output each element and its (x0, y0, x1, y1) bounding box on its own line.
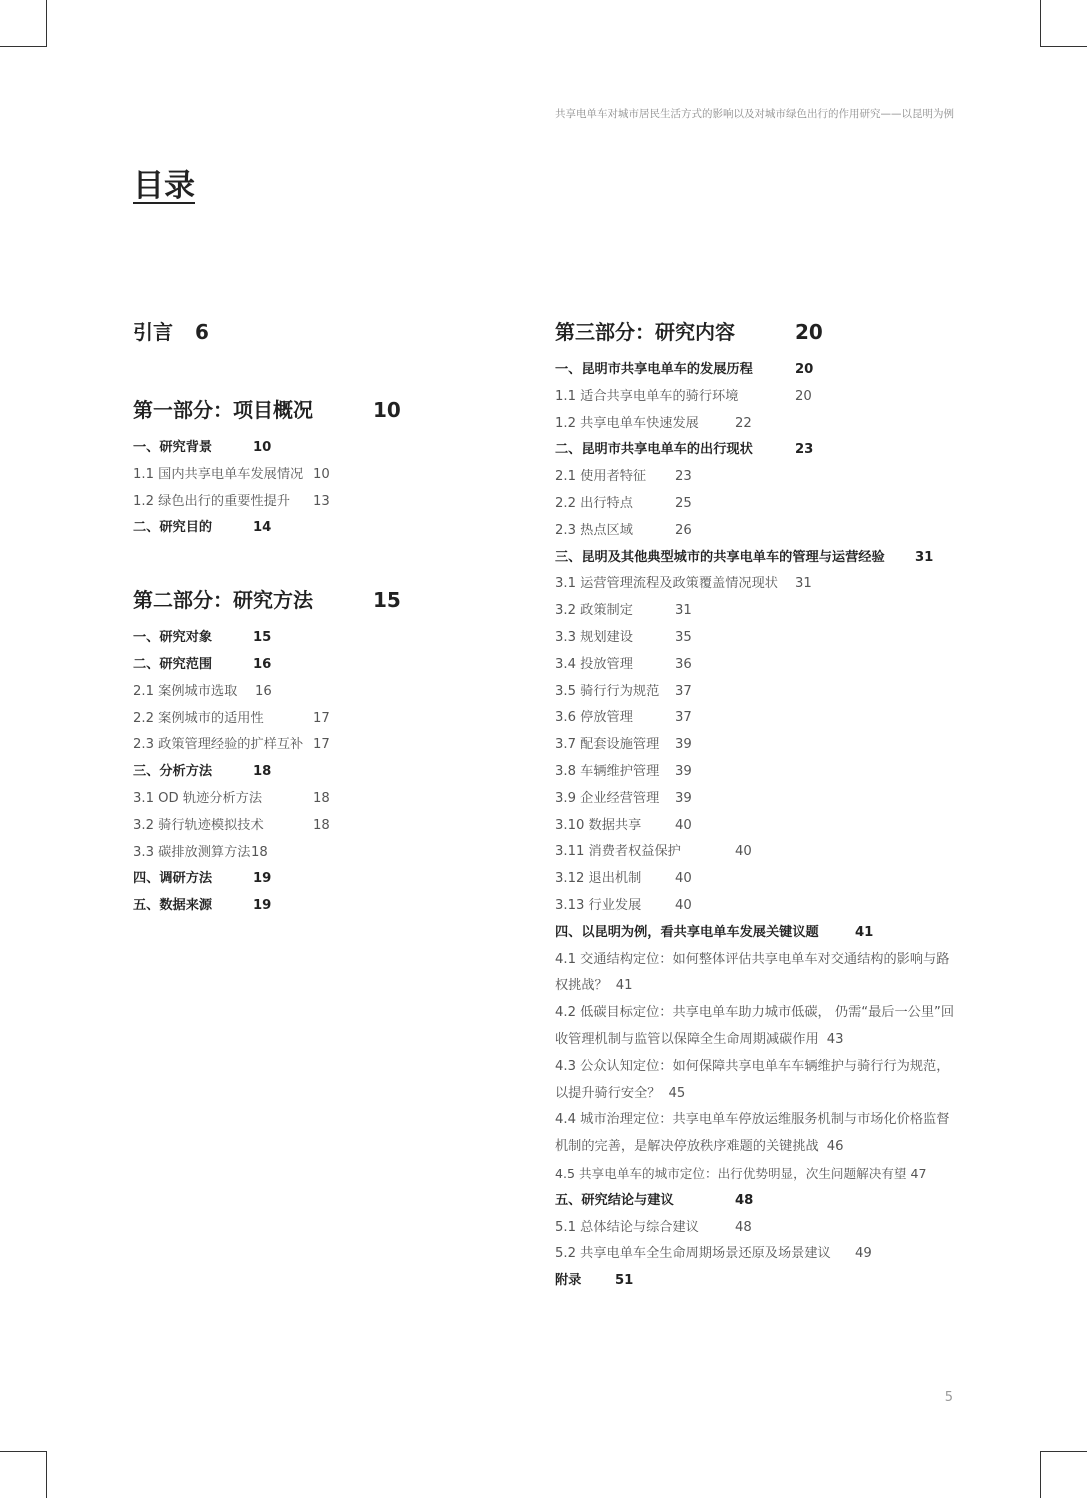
toc-title: 目录 (133, 168, 195, 204)
toc-wrapped-entry[interactable] (555, 1054, 960, 1108)
toc-entry-title: 第三部分：研究内容 (555, 320, 735, 344)
toc-item-entry[interactable] (133, 786, 513, 813)
toc-item-entry[interactable] (555, 1215, 960, 1242)
toc-entry-title: 3.1 运营管理流程及政策覆盖情况现状 (555, 576, 778, 592)
toc-item-entry[interactable] (555, 598, 960, 625)
toc-entry-title: 一、研究对象 (133, 630, 213, 646)
crop-mark (0, 1451, 47, 1452)
toc-item-entry[interactable] (133, 679, 513, 706)
toc-entry-page: 26 (675, 522, 692, 538)
toc-entry-page: 13 (313, 493, 330, 509)
toc-entry-page: 31 (675, 603, 692, 619)
toc-entry-title: 2.1 使用者特征 (555, 469, 647, 485)
toc-entry-page: 18 (313, 817, 330, 833)
toc-section-entry[interactable] (555, 1268, 960, 1295)
toc-entry-page: 15 (253, 630, 272, 646)
toc-entry-page: 18 (253, 764, 272, 780)
toc-section-entry[interactable] (133, 435, 513, 462)
toc-entry-page: 40 (735, 844, 752, 860)
toc-entry-page: 23 (795, 442, 814, 458)
toc-entry-title: 一、研究背景 (133, 440, 213, 455)
toc-entry-page: 49 (855, 1246, 872, 1262)
toc-entry-title: 第二部分：研究方法 (133, 588, 313, 613)
toc-entry-title: 2.3 热点区域 (555, 522, 633, 538)
toc-entry-title: 引言 (133, 320, 173, 344)
toc-part-entry[interactable] (133, 316, 513, 353)
toc-entry-page: 25 (675, 495, 692, 511)
toc-item-entry[interactable] (555, 839, 960, 866)
toc-item-entry[interactable] (555, 759, 960, 786)
toc-entry-page: 40 (675, 817, 692, 833)
toc-entry-title: 3.9 企业经营管理 (555, 790, 660, 806)
toc-entry-title: 3.7 配套设施管理 (555, 737, 660, 753)
toc-part-entry[interactable] (133, 394, 513, 431)
toc-entry-page: 17 (313, 737, 330, 753)
toc-entry-title: 4.2 低碳目标定位：共享电单车助力城市低碳， 仍需“最后一公里”回收管理机制与监管以保障全生命周期减碳作用 (555, 1005, 955, 1047)
toc-wrapped-entry[interactable] (555, 1000, 960, 1054)
crop-mark (1040, 0, 1041, 47)
toc-entry-page: 31 (915, 549, 934, 565)
toc-section-entry[interactable] (555, 437, 960, 464)
toc-entry-title: 第一部分：项目概况 (133, 398, 313, 422)
crop-mark (1040, 46, 1087, 47)
toc-entry-page: 18 (251, 844, 268, 860)
toc-entry-title: 2.1 案例城市选取 (133, 683, 238, 699)
toc-entry-page: 39 (675, 763, 692, 779)
toc-entry-title: 3.2 骑行轨迹模拟技术 (133, 817, 264, 833)
toc-entry-title: 三、昆明及其他典型城市的共享电单车的管理与运营经验 (555, 549, 885, 565)
toc-item-entry[interactable] (555, 866, 960, 893)
toc-entry-title: 5.1 总体结论与综合建议 (555, 1219, 699, 1235)
toc-item-entry[interactable] (555, 1241, 960, 1268)
toc-entry-title: 1.1 国内共享电单车发展情况 (133, 466, 304, 482)
toc-entry-title: 五、研究结论与建议 (555, 1192, 674, 1208)
toc-entry-page: 16 (253, 656, 272, 672)
toc-item-entry[interactable] (555, 679, 960, 706)
toc-entry-title: 5.2 共享电单车全生命周期场景还原及场景建议 (555, 1246, 831, 1262)
toc-item-entry[interactable] (555, 571, 960, 598)
toc-entry-title: 2.3 政策管理经验的扩样互补 (133, 737, 304, 753)
toc-section-entry[interactable] (555, 1188, 960, 1215)
toc-entry-page: 20 (795, 320, 823, 344)
crop-mark (46, 1451, 47, 1498)
toc-right-column (555, 316, 960, 1295)
toc-item-entry[interactable] (555, 518, 960, 545)
toc-item-entry[interactable] (555, 491, 960, 518)
toc-part-entry[interactable] (133, 584, 513, 621)
toc-entry-page: 48 (735, 1219, 752, 1235)
toc-entry-title: 2.2 案例城市的适用性 (133, 710, 264, 726)
toc-section-entry[interactable] (133, 515, 513, 542)
toc-entry-page: 18 (313, 790, 330, 806)
toc-entry-title: 3.12 退出机制 (555, 871, 642, 887)
toc-entry-title: 四、调研方法 (133, 871, 213, 887)
toc-entry-page: 36 (675, 656, 692, 672)
toc-item-entry[interactable] (555, 464, 960, 491)
toc-entry-page: 19 (253, 898, 272, 914)
toc-entry-page: 31 (795, 576, 812, 592)
toc-entry-page: 40 (675, 871, 692, 887)
toc-entry-title: 3.2 政策制定 (555, 603, 633, 619)
toc-section-entry[interactable] (133, 866, 513, 893)
toc-item-entry[interactable] (555, 384, 960, 411)
toc-entry-page: 20 (795, 362, 814, 377)
toc-entry-title: 二、研究范围 (133, 656, 213, 672)
crop-mark (1040, 1451, 1041, 1498)
toc-section-entry[interactable] (555, 920, 960, 947)
toc-wrapped-entry[interactable] (555, 1107, 960, 1161)
toc-item-entry[interactable] (555, 813, 960, 840)
toc-entry-page: 10 (313, 466, 330, 482)
page-number: 5 (944, 1390, 953, 1405)
toc-entry-page: 14 (253, 520, 272, 536)
toc-entry-title: 一、昆明市共享电单车的发展历程 (555, 362, 753, 377)
toc-entry-page: 16 (255, 683, 272, 699)
toc-item-entry[interactable] (555, 732, 960, 759)
toc-entry-title: 3.13 行业发展 (555, 897, 642, 913)
toc-entry-page: 51 (615, 1273, 634, 1289)
toc-item-entry[interactable] (133, 813, 513, 840)
toc-part-entry[interactable] (555, 316, 960, 353)
crop-mark (46, 0, 47, 47)
toc-item-entry[interactable] (555, 652, 960, 679)
toc-entry-page: 43 (826, 1031, 844, 1047)
toc-entry-title: 4.3 公众认知定位：如何保障共享电单车车辆维护与骑行行为规范，以提升骑行安全？ (555, 1058, 950, 1101)
toc-item-entry[interactable] (133, 732, 513, 759)
toc-entry-page: 48 (735, 1192, 754, 1208)
toc-entry-title: 3.3 规划建设 (555, 629, 633, 645)
toc-entry-page: 19 (253, 871, 272, 887)
toc-entry-page: 41 (615, 978, 633, 994)
toc-section-entry[interactable] (133, 893, 513, 920)
toc-entry-title: 3.11 消费者权益保护 (555, 844, 681, 860)
toc-entry-page: 20 (795, 388, 812, 404)
toc-entry-title: 3.1 OD 轨迹分析方法 (133, 790, 263, 806)
toc-section-entry[interactable] (133, 652, 513, 679)
toc-entry-title: 3.5 骑行行为规范 (555, 683, 660, 699)
toc-item-entry[interactable] (555, 786, 960, 813)
toc-entry-title: 3.8 车辆维护管理 (555, 763, 660, 779)
toc-entry-title: 4.5 共享电单车的城市定位：出行优势明显，次生问题解决有望 (555, 1165, 907, 1181)
toc-section-entry[interactable] (555, 357, 960, 384)
toc-entry-page: 17 (313, 710, 330, 726)
toc-entry-page: 37 (675, 683, 692, 699)
toc-entry-title: 二、研究目的 (133, 520, 213, 536)
toc-item-entry[interactable] (133, 462, 513, 489)
toc-entry-title: 1.2 共享电单车快速发展 (555, 415, 699, 431)
toc-item-entry[interactable] (133, 706, 513, 733)
toc-item-entry[interactable] (133, 489, 513, 516)
toc-entry-page: 37 (675, 710, 692, 726)
toc-item-entry[interactable] (555, 893, 960, 920)
toc-entry-title: 4.4 城市治理定位：共享电单车停放运维服务机制与市场化价格监督机制的完善，是解决停放秩序难题的关键挑战 (555, 1112, 950, 1155)
toc-entry-title: 五、数据来源 (133, 898, 213, 914)
toc-item-entry[interactable] (555, 705, 960, 732)
toc-entry-title: 2.2 出行特点 (555, 495, 633, 511)
toc-section-entry[interactable] (133, 625, 513, 652)
toc-entry-title: 四、以昆明为例，看共享电单车发展关键议题 (555, 924, 819, 940)
crop-mark (0, 46, 47, 47)
toc-entry-page: 41 (855, 924, 874, 940)
toc-entry-title: 二、昆明市共享电单车的出行现状 (555, 442, 753, 458)
toc-entry-page: 22 (735, 415, 752, 431)
running-header: 共享电单车对城市居民生活方式的影响以及对城市绿色出行的作用研究——以昆明为例 (555, 108, 954, 120)
toc-entry-title: 1.2 绿色出行的重要性提升 (133, 493, 291, 509)
toc-entry-page: 39 (675, 790, 692, 806)
toc-entry-page: 40 (675, 897, 692, 913)
toc-left-column (133, 316, 513, 920)
toc-entry-page: 10 (373, 398, 401, 422)
toc-entry-title: 三、分析方法 (133, 764, 213, 780)
toc-entry-page: 47 (910, 1165, 927, 1181)
toc-entry-title: 4.1 交通结构定位：如何整体评估共享电单车对交通结构的影响与路权挑战？ (555, 951, 950, 994)
toc-entry-title: 3.4 投放管理 (555, 656, 633, 672)
toc-entry-title: 3.6 停放管理 (555, 710, 633, 726)
toc-entry-page: 39 (675, 737, 692, 753)
toc-entry-page: 10 (253, 440, 272, 455)
toc-entry-page: 15 (373, 588, 401, 613)
toc-item-entry[interactable] (555, 625, 960, 652)
toc-section-entry[interactable] (133, 759, 513, 786)
crop-mark (1040, 1451, 1087, 1452)
toc-entry-title: 1.1 适合共享电单车的骑行环境 (555, 388, 739, 404)
toc-entry-title: 附录 (555, 1273, 582, 1289)
toc-item-entry[interactable] (555, 411, 960, 438)
toc-section-entry[interactable] (555, 545, 960, 572)
toc-entry-page: 23 (675, 469, 692, 485)
toc-entry-title: 3.3 碳排放测算方法 (133, 844, 251, 860)
toc-entry-page: 35 (675, 629, 692, 645)
toc-entry-page: 46 (826, 1139, 844, 1155)
toc-item-entry[interactable] (555, 1161, 960, 1188)
toc-entry-page: 6 (195, 320, 209, 344)
toc-wrapped-entry[interactable] (555, 947, 960, 1001)
toc-item-entry[interactable] (133, 840, 513, 867)
toc-entry-page: 45 (668, 1085, 686, 1101)
toc-entry-title: 3.10 数据共享 (555, 817, 642, 833)
